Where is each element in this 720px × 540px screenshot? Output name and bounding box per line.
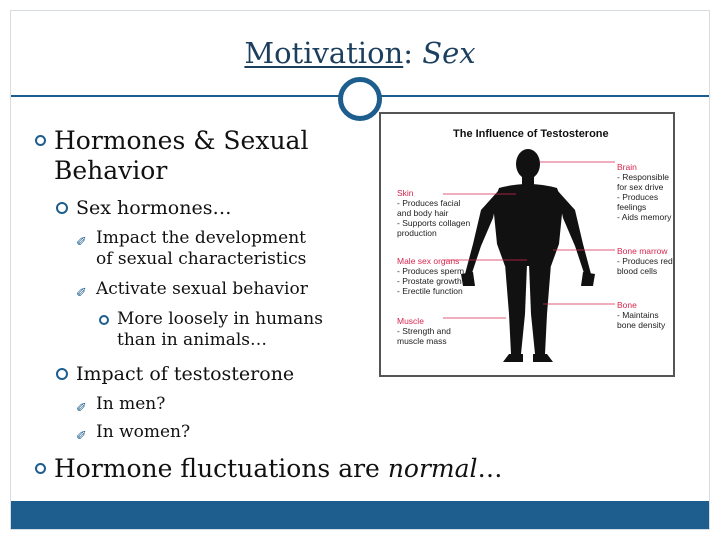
label-heading: Skin: [397, 188, 414, 198]
title-sub: Sex: [422, 36, 476, 70]
footer-bar: [11, 501, 709, 529]
bullet-text: Impact the development: [96, 228, 306, 248]
title-separator: :: [403, 36, 423, 70]
bullet-text: …: [477, 454, 503, 483]
title-main: Motivation: [244, 36, 404, 70]
label-brain: Brain - Responsible for sex drive - Produces feelings - Aids memory: [617, 162, 672, 222]
bullet-in-women: [76, 422, 191, 444]
bullet-fluctuations: [54, 454, 503, 484]
bullet-impact-development: [76, 228, 307, 270]
bullet-marker: [56, 368, 68, 380]
pencil-icon: ✐: [76, 429, 87, 444]
slide-title: [0, 36, 720, 70]
bullet-text: Behavior: [54, 156, 168, 185]
bullet-in-men: [76, 394, 166, 416]
label-skin: Skin - Produces facial and body hair - Supports collagen production: [397, 188, 471, 238]
bullet-marker: [99, 315, 109, 325]
bullet-text: than in animals…: [117, 330, 267, 350]
label-heading: Bone marrow: [617, 246, 668, 256]
bullet-marker: [35, 463, 46, 474]
bullet-testosterone: [76, 362, 294, 386]
bullet-text: Activate sexual behavior: [96, 279, 308, 299]
label-heading: Brain: [617, 162, 637, 172]
bullet-marker: [56, 202, 68, 214]
bullet-activate: [76, 279, 308, 301]
bullet-emphasis: normal: [387, 454, 478, 483]
label-bone-marrow: Bone marrow - Produces red blood cells: [617, 246, 673, 276]
label-muscle: Muscle - Strength and muscle mass: [397, 316, 451, 346]
bullet-sex-hormones: [76, 196, 231, 220]
pencil-icon: ✐: [76, 286, 87, 301]
label-male-sex-organs: Male sex organs - Produces sperm - Prostate growth - Erectile function: [397, 256, 465, 296]
bullet-text: Impact of testosterone: [76, 363, 295, 385]
pencil-icon: ✐: [76, 235, 87, 250]
bullet-text: of sexual characteristics: [96, 249, 307, 269]
bullet-text: In women?: [96, 422, 191, 442]
bullet-text: More loosely in humans: [117, 309, 323, 329]
label-heading: Bone: [617, 300, 637, 310]
testosterone-figure: [379, 112, 675, 377]
label-heading: Male sex organs: [397, 256, 460, 266]
pencil-icon: ✐: [76, 401, 87, 416]
bullet-marker: [35, 135, 46, 146]
bullet-text: In men?: [96, 394, 166, 414]
figure-title: The Influence of Testosterone: [453, 128, 609, 140]
bullet-loosely: [117, 309, 323, 351]
ring-ornament: [338, 77, 382, 121]
bullet-text: Sex hormones…: [76, 197, 232, 219]
label-bone: Bone - Maintains bone density: [617, 300, 666, 330]
bullet-text: Hormones & Sexual: [54, 126, 309, 155]
label-heading: Muscle: [397, 316, 424, 326]
bullet-hormones: [54, 126, 308, 186]
bullet-text: Hormone fluctuations are: [54, 454, 388, 483]
